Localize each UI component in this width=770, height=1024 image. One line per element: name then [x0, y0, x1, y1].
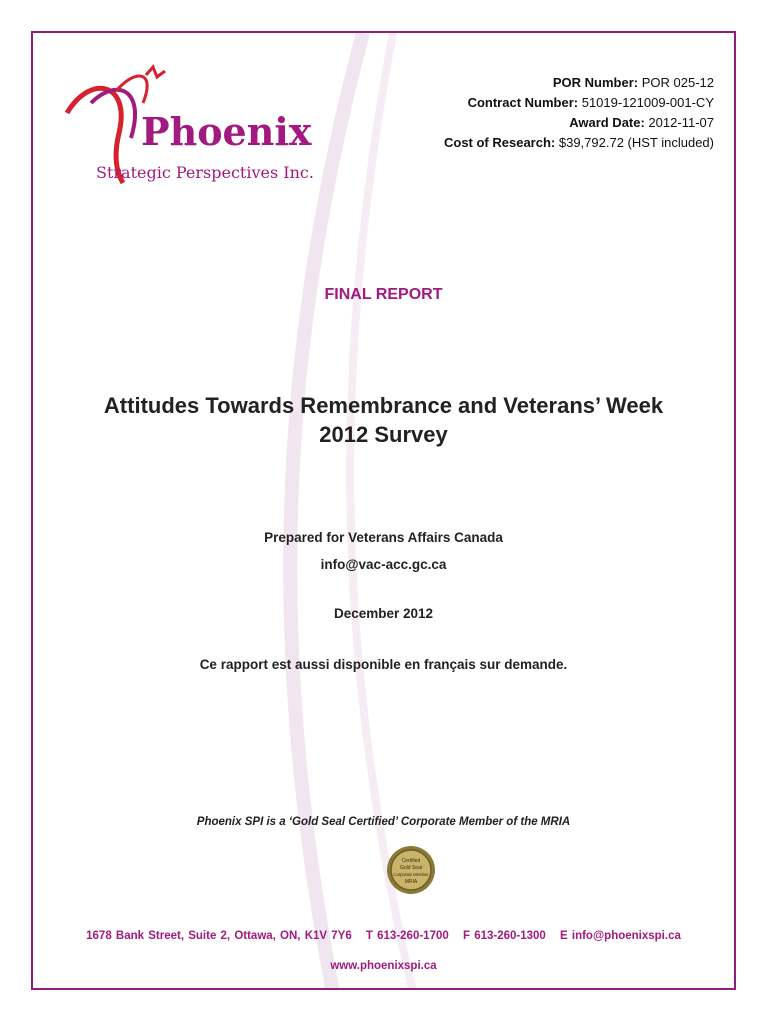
logo-tagline: Strategic Perspectives Inc. [96, 163, 314, 182]
svg-text:Certified: Certified [401, 858, 421, 864]
footer-contact [33, 930, 734, 942]
page-frame [31, 31, 736, 990]
report-date: December 2012 [333, 606, 434, 621]
prepared-for: Prepared for Veterans Affairs Canada [264, 530, 503, 545]
svg-text:Corporate Member: Corporate Member [393, 872, 429, 877]
footer-website[interactable]: www.phoenixspi.ca [330, 960, 437, 972]
cost-of-research: Cost of Research: $39,792.72 (HST included) [443, 135, 714, 150]
client-email: info@vac-acc.gc.ca [320, 557, 447, 572]
svg-text:Gold Seal: Gold Seal [400, 865, 422, 871]
footer-address: 1678 Bank Street, Suite 2, Ottawa, ON, K1V 7Y6 [86, 930, 352, 942]
mria-note: Phoenix SPI is a ‘Gold Seal Certified’ Corporate Member of the MRIA [196, 816, 571, 828]
report-type: FINAL REPORT [324, 286, 443, 303]
french-note: Ce rapport est aussi disponible en français sur demande. [199, 657, 568, 672]
footer-email[interactable]: E info@phoenixspi.ca [560, 930, 681, 942]
gold-seal-icon [386, 845, 436, 895]
por-number: POR Number: POR 025-12 [552, 75, 714, 90]
report-metadata [444, 73, 714, 153]
logo-name: Phoenix [141, 109, 312, 154]
svg-text:MRIA: MRIA [404, 879, 418, 885]
footer-fax: F 613-260-1300 [462, 930, 546, 942]
award-date: Award Date: 2012-11-07 [569, 115, 714, 130]
report-title: Attitudes Towards Remembrance and Veterans’ Week 2012 Survey [103, 393, 664, 447]
contract-number: Contract Number: 51019-121009-001-CY [467, 95, 714, 110]
footer-phone: T 613-260-1700 [365, 930, 449, 942]
phoenix-logo [61, 63, 341, 193]
